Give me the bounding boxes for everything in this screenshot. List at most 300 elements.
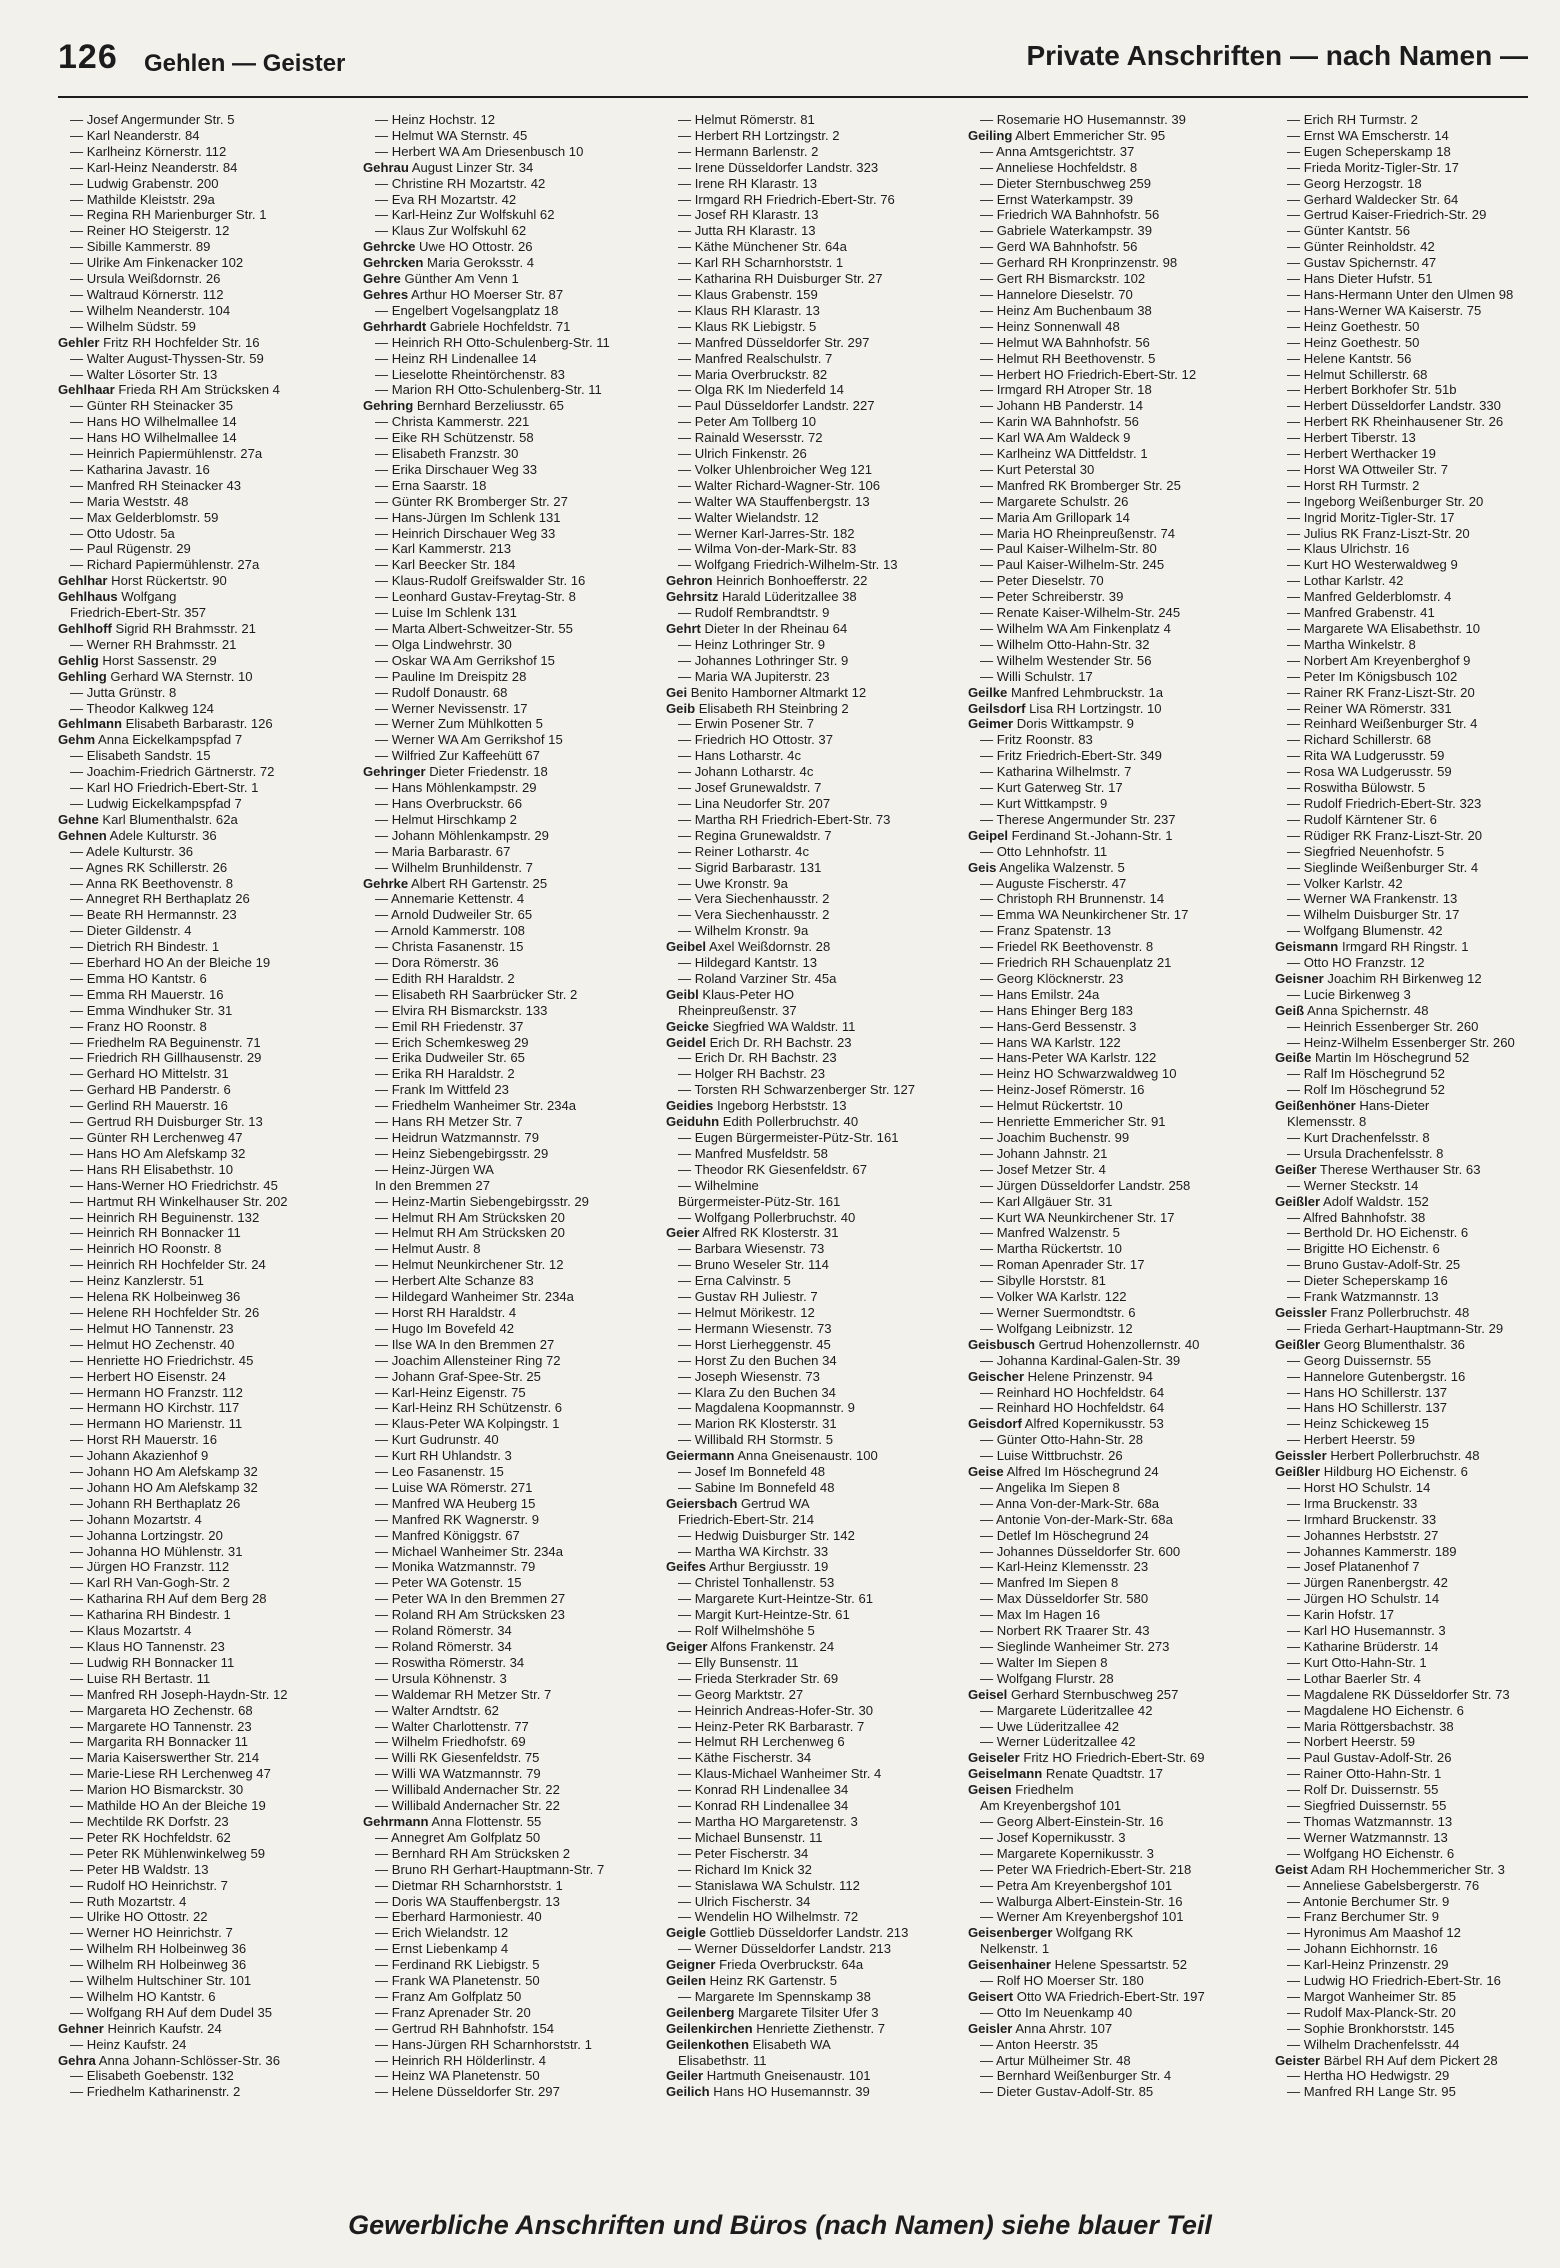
surname: Geifes xyxy=(666,1559,707,1575)
directory-entry xyxy=(1275,1416,1560,1432)
directory-entry xyxy=(363,255,653,271)
directory-entry xyxy=(363,1400,653,1416)
entry-text: — Luise RH Bertastr. 11 xyxy=(70,1670,211,1686)
directory-entry xyxy=(363,1098,653,1114)
entry-text: — Olga Lindwehrstr. 30 xyxy=(375,636,512,652)
directory-entry xyxy=(666,764,958,780)
directory-entry xyxy=(1275,605,1560,621)
directory-entry xyxy=(58,1687,350,1703)
directory-entry xyxy=(363,1305,653,1321)
entry-text: — Stanislawa WA Schulstr. 112 xyxy=(678,1877,860,1893)
entry-text: — Volker Karlstr. 42 xyxy=(1287,875,1403,891)
entry-text: — Eugen Bürgermeister-Pütz-Str. 161 xyxy=(678,1130,899,1145)
directory-entry xyxy=(363,1734,653,1750)
directory-entry xyxy=(363,398,653,414)
entry-text: — Friedrich WA Bahnhofstr. 56 xyxy=(980,207,1160,223)
directory-entry xyxy=(58,621,350,637)
directory-entry xyxy=(58,1989,350,2005)
directory-entry xyxy=(363,271,653,287)
surname: Geisdorf xyxy=(968,1416,1022,1432)
directory-entry xyxy=(666,1814,958,1830)
entry-text: — Manfred Walzenstr. 5 xyxy=(980,1225,1120,1241)
entry-text: — Katharina Wilhelmstr. 7 xyxy=(980,764,1132,780)
entry-text: — Helmut RH Beethovenstr. 5 xyxy=(980,350,1156,366)
entry-text: — Max Im Hagen 16 xyxy=(980,1607,1101,1623)
entry-text: — Werner HO Heinrichstr. 7 xyxy=(70,1925,233,1941)
directory-entry xyxy=(666,1989,958,2005)
directory-entry xyxy=(58,1162,350,1178)
entry-text: — Elvira RH Bismarckstr. 133 xyxy=(375,1002,548,1018)
entry-text: — Werner Zum Mühlkotten 5 xyxy=(375,716,543,732)
surname: Geib xyxy=(666,700,696,716)
directory-entry xyxy=(363,1544,653,1560)
directory-entry xyxy=(968,462,1266,478)
surname: Geiselmann xyxy=(968,1766,1043,1782)
entry-text: — Agnes RK Schillerstr. 26 xyxy=(70,859,228,875)
entry-text: — Horst RH Turmstr. 2 xyxy=(1287,477,1420,493)
entry-text: — Helmut Schillerstr. 68 xyxy=(1287,366,1428,382)
directory-entry xyxy=(666,573,958,589)
entry-text: — Peter HB Waldstr. 13 xyxy=(70,1861,209,1877)
entry-text: — Karl-Heinz Klemensstr. 23 xyxy=(980,1559,1149,1575)
entry-text: — Heinz Goethestr. 50 xyxy=(1287,318,1420,334)
directory-entry xyxy=(666,1719,958,1735)
directory-entry xyxy=(363,1814,653,1830)
directory-entry xyxy=(58,748,350,764)
entry-text: — Lothar Karlstr. 42 xyxy=(1287,573,1404,589)
directory-entry xyxy=(58,1480,350,1496)
directory-entry xyxy=(968,907,1266,923)
entry-text: — Peter Am Tollberg 10 xyxy=(678,414,817,430)
directory-entry xyxy=(968,2053,1266,2069)
directory-entry xyxy=(968,1241,1266,1257)
entry-text: — Maria Weststr. 48 xyxy=(70,493,189,509)
surname: Geiler xyxy=(666,2068,704,2084)
entry-text: — Josef RH Klarastr. 13 xyxy=(678,207,819,223)
entry-text: — Werner Am Kreyenbergshof 101 xyxy=(980,1909,1184,1925)
entry-text: — Horst Zu den Buchen 34 xyxy=(678,1352,837,1368)
surname: Geister xyxy=(1275,2052,1321,2068)
directory-entry xyxy=(363,414,653,430)
entry-text: — Karlheinz Körnerstr. 112 xyxy=(70,143,227,159)
entry-text: — Hans Dieter Hufstr. 51 xyxy=(1287,271,1433,287)
directory-entry xyxy=(1275,1178,1560,1194)
directory-entry xyxy=(1275,1035,1560,1051)
entry-text: — Wilhelm HO Kantstr. 6 xyxy=(70,1988,216,2004)
directory-entry xyxy=(1275,780,1560,796)
directory-entry xyxy=(58,2068,350,2084)
entry-text: Adolf Waldstr. 152 xyxy=(1320,1193,1429,1209)
directory-entry xyxy=(1275,1734,1560,1750)
entry-text: — Klaus Zur Wolfskuhl 62 xyxy=(375,223,527,239)
directory-entry xyxy=(968,1973,1266,1989)
directory-entry xyxy=(363,573,653,589)
directory-entry xyxy=(58,987,350,1003)
entry-text: — Werner Suermondtstr. 6 xyxy=(980,1304,1136,1320)
directory-entry xyxy=(968,2037,1266,2053)
entry-text: — Margarete Schulstr. 26 xyxy=(980,493,1129,509)
surname: Geißler xyxy=(1275,1193,1321,1209)
directory-entry xyxy=(1275,287,1560,303)
directory-entry xyxy=(58,1385,350,1401)
entry-text: — Elly Bunsenstr. 11 xyxy=(678,1654,799,1670)
surname: Geicke xyxy=(666,1018,709,1034)
directory-entry xyxy=(968,1273,1266,1289)
entry-text: Renate Quadtstr. 17 xyxy=(1042,1766,1164,1782)
directory-entry xyxy=(58,1909,350,1925)
entry-text: Franz Pollerbruchstr. 48 xyxy=(1326,1304,1470,1320)
directory-entry xyxy=(968,1544,1266,1560)
entry-text: — Wilhelm Drachenfelsstr. 44 xyxy=(1287,2036,1460,2052)
entry-text: Anna Johann-Schlösser-Str. 36 xyxy=(95,2052,280,2068)
directory-entry xyxy=(58,1464,350,1480)
entry-text: — Norbert Heerstr. 59 xyxy=(1287,1734,1416,1750)
entry-text: — Otto Udostr. 5a xyxy=(70,525,175,541)
entry-text: — Johannes Lothringer Str. 9 xyxy=(678,652,849,668)
surname: Geißer xyxy=(1275,1161,1317,1177)
directory-entry xyxy=(968,971,1266,987)
entry-text: Heinz RK Gartenstr. 5 xyxy=(706,1973,838,1989)
entry-text: Gabriele Hochfeldstr. 71 xyxy=(426,318,571,334)
directory-entry xyxy=(58,255,350,271)
directory-entry xyxy=(58,351,350,367)
directory-entry xyxy=(666,939,958,955)
entry-text: — Hans Emilstr. 24a xyxy=(980,986,1100,1002)
entry-text: — Hans HO Wilhelmallee 14 xyxy=(70,430,237,446)
directory-entry xyxy=(666,2053,958,2069)
directory-entry xyxy=(968,1162,1266,1178)
directory-entry xyxy=(968,1305,1266,1321)
directory-entry xyxy=(666,1862,958,1878)
entry-text: Fritz HO Friedrich-Ebert-Str. 69 xyxy=(1019,1750,1205,1766)
directory-entry xyxy=(1275,939,1560,955)
entry-text: — Wilhelm Neanderstr. 104 xyxy=(70,302,231,318)
entry-text: Axel Weißdornstr. 28 xyxy=(706,939,831,955)
entry-text: — Kurt Gudrunstr. 40 xyxy=(375,1432,499,1448)
entry-text: — Johanna HO Mühlenstr. 31 xyxy=(70,1543,243,1559)
entry-text: — Katharina RH Auf dem Berg 28 xyxy=(70,1591,267,1607)
directory-entry xyxy=(666,176,958,192)
entry-text: — Karl RH Scharnhorststr. 1 xyxy=(678,255,844,271)
entry-text: — Günter Otto-Hahn-Str. 28 xyxy=(980,1432,1144,1448)
surname: Gehrau xyxy=(363,159,409,175)
directory-entry xyxy=(363,287,653,303)
entry-text: — Rainer Otto-Hahn-Str. 1 xyxy=(1287,1766,1442,1782)
entry-text: — Petra Am Kreyenbergshof 101 xyxy=(980,1877,1173,1893)
entry-text: — Frieda Moritz-Tigler-Str. 17 xyxy=(1287,159,1459,175)
entry-text: — Walburga Albert-Einstein-Str. 16 xyxy=(980,1893,1183,1909)
entry-text: — Hermann HO Franzstr. 112 xyxy=(70,1384,243,1400)
directory-entry xyxy=(968,701,1266,717)
directory-entry xyxy=(968,605,1266,621)
surname: Geisenberger xyxy=(968,1925,1053,1941)
directory-entry xyxy=(1275,1369,1560,1385)
entry-text: — Margarete Lüderitzallee 42 xyxy=(980,1702,1153,1718)
directory-entry xyxy=(363,828,653,844)
entry-text: — Heinz-Jürgen WA xyxy=(375,1161,494,1177)
directory-entry xyxy=(58,557,350,573)
entry-text: — Heinz-Wilhelm Essenberger Str. 260 xyxy=(1287,1034,1515,1050)
entry-text: — Theodor RK Giesenfeldstr. 67 xyxy=(678,1161,867,1177)
entry-text: — Helene RH Hochfelder Str. 26 xyxy=(70,1304,260,1320)
entry-text: — Doris WA Stauffenbergstr. 13 xyxy=(375,1893,560,1909)
entry-text: — Johann RH Berthaplatz 26 xyxy=(70,1495,241,1511)
entry-text: — Ralf Im Höschegrund 52 xyxy=(1287,1066,1445,1082)
entry-text: — Horst RH Mauerstr. 16 xyxy=(70,1432,217,1448)
directory-entry xyxy=(968,876,1266,892)
directory-entry xyxy=(58,812,350,828)
entry-text: — Rudolf HO Heinrichstr. 7 xyxy=(70,1877,228,1893)
directory-entry xyxy=(1275,685,1560,701)
directory-entry xyxy=(58,160,350,176)
entry-text: — Ulrich Fischerstr. 34 xyxy=(678,1893,811,1909)
directory-entry xyxy=(666,1146,958,1162)
entry-text: — Heinrich RH Otto-Schulenberg-Str. 11 xyxy=(375,334,610,350)
directory-entry xyxy=(363,1385,653,1401)
directory-entry xyxy=(968,351,1266,367)
directory-entry xyxy=(1275,1432,1560,1448)
entry-text: — Horst WA Ottweiler Str. 7 xyxy=(1287,461,1449,477)
entry-text: — Manfred Realschulstr. 7 xyxy=(678,350,833,366)
entry-text: — Sieglinde Weißenburger Str. 4 xyxy=(1287,859,1479,875)
directory-entry xyxy=(968,1146,1266,1162)
entry-text: — Peter Im Königsbusch 102 xyxy=(1287,668,1458,684)
directory-entry xyxy=(666,1337,958,1353)
entry-text: — Michael Bunsenstr. 11 xyxy=(678,1829,823,1845)
directory-entry xyxy=(58,462,350,478)
entry-text: — Friedel RK Beethovenstr. 8 xyxy=(980,939,1154,955)
directory-entry xyxy=(968,239,1266,255)
entry-text: — Hans HO Schillerstr. 137 xyxy=(1287,1400,1448,1416)
directory-entry xyxy=(666,1353,958,1369)
entry-text: — Helmut WA Bahnhofstr. 56 xyxy=(980,334,1150,350)
directory-entry xyxy=(666,1050,958,1066)
entry-text: — Hertha HO Hedwigstr. 29 xyxy=(1287,2068,1450,2084)
directory-entry xyxy=(666,716,958,732)
directory-entry xyxy=(968,860,1266,876)
directory-entry xyxy=(363,1878,653,1894)
directory-entry xyxy=(968,1448,1266,1464)
surname: Geise xyxy=(968,1464,1004,1480)
entry-text: — Walter Im Siepen 8 xyxy=(980,1654,1108,1670)
directory-entry xyxy=(363,1369,653,1385)
entry-text: — Karl RH Van-Gogh-Str. 2 xyxy=(70,1575,230,1591)
directory-entry xyxy=(363,1114,653,1130)
directory-entry xyxy=(1275,1846,1560,1862)
entry-text: — Hyronimus Am Maashof 12 xyxy=(1287,1925,1461,1941)
entry-text: — Karl Kammerstr. 213 xyxy=(375,541,512,557)
directory-entry xyxy=(666,987,958,1003)
directory-entry xyxy=(968,1671,1266,1687)
directory-column-3 xyxy=(666,112,958,2172)
entry-text: — Ludwig HO Friedrich-Ebert-Str. 16 xyxy=(1287,1973,1501,1989)
directory-entry xyxy=(363,1289,653,1305)
entry-text: — Ursula Drachenfelsstr. 8 xyxy=(1287,1145,1444,1161)
entry-text: — Roland Römerstr. 34 xyxy=(375,1623,512,1639)
entry-text: — Erika Dirschauer Weg 33 xyxy=(375,461,538,477)
directory-entry xyxy=(968,1909,1266,1925)
directory-entry xyxy=(363,1750,653,1766)
entry-text: Alfred RK Klosterstr. 31 xyxy=(699,1225,839,1241)
entry-text: — Ingrid Moritz-Tigler-Str. 17 xyxy=(1287,509,1455,525)
directory-entry xyxy=(666,748,958,764)
entry-text: — Hans-Jürgen Im Schlenk 131 xyxy=(375,509,561,525)
directory-entry xyxy=(1275,1050,1560,1066)
entry-text: — Henriette HO Friedrichstr. 45 xyxy=(70,1352,254,1368)
entry-text: — Wilhelm Westender Str. 56 xyxy=(980,652,1152,668)
entry-text: — Peter Dieselstr. 70 xyxy=(980,573,1104,589)
entry-text: — Horst RH Haraldstr. 4 xyxy=(375,1304,517,1320)
entry-text: — Josef Kopernikusstr. 3 xyxy=(980,1829,1126,1845)
entry-text: — Adele Kulturstr. 36 xyxy=(70,843,194,859)
directory-entry xyxy=(968,987,1266,1003)
entry-text: — Joseph Wiesenstr. 73 xyxy=(678,1368,820,1384)
surname: Gei xyxy=(666,684,688,700)
entry-text: — Johann HO Am Alefskamp 32 xyxy=(70,1479,258,1495)
directory-entry xyxy=(363,1687,653,1703)
entry-text: — Heinz-Peter RK Barbarastr. 7 xyxy=(678,1718,865,1734)
directory-entry xyxy=(1275,1194,1560,1210)
directory-entry xyxy=(58,510,350,526)
directory-entry xyxy=(363,1575,653,1591)
entry-text: — Max Düsseldorfer Str. 580 xyxy=(980,1591,1149,1607)
directory-entry xyxy=(968,319,1266,335)
entry-text: — Werner Steckstr. 14 xyxy=(1287,1177,1419,1193)
directory-entry xyxy=(1275,1400,1560,1416)
surname: Geisenhainer xyxy=(968,1957,1051,1973)
directory-entry xyxy=(666,1194,958,1210)
surname: Gehrke xyxy=(363,875,409,891)
entry-text: — Reinhard HO Hochfeldstr. 64 xyxy=(980,1384,1165,1400)
entry-text: — Kurt Drachenfelsstr. 8 xyxy=(1287,1130,1430,1145)
surname: Geigner xyxy=(666,1957,716,1973)
directory-entry xyxy=(1275,1973,1560,1989)
directory-entry xyxy=(968,1098,1266,1114)
entry-text: — Emma Windhuker Str. 31 xyxy=(70,1002,233,1018)
entry-text: — Ludwig Eickelkampspfad 7 xyxy=(70,795,242,811)
directory-entry xyxy=(1275,430,1560,446)
entry-text: — Elisabeth Sandstr. 15 xyxy=(70,748,211,764)
directory-entry xyxy=(1275,1480,1560,1496)
directory-entry xyxy=(666,478,958,494)
directory-entry xyxy=(58,1814,350,1830)
entry-text: Gerhard Sternbuschweg 257 xyxy=(1007,1686,1179,1702)
directory-entry xyxy=(363,2037,653,2053)
entry-text: Anna Spichernstr. 48 xyxy=(1304,1002,1429,1018)
directory-entry xyxy=(58,382,350,398)
directory-entry xyxy=(666,1957,958,1973)
entry-text: — Hans Möhlenkampstr. 29 xyxy=(375,780,537,796)
entry-text: — Georg Klöcknerstr. 23 xyxy=(980,970,1124,986)
entry-text: — Therese Angermunder Str. 237 xyxy=(980,811,1176,827)
directory-entry xyxy=(968,128,1266,144)
directory-entry xyxy=(363,351,653,367)
entry-text: — Peter RK Mühlenwinkelweg 59 xyxy=(70,1845,266,1861)
entry-text: — Willi WA Watzmannstr. 79 xyxy=(375,1766,541,1782)
entry-text: — Klara Zu den Buchen 34 xyxy=(678,1384,836,1400)
entry-text: — Manfred RK Bromberger Str. 25 xyxy=(980,477,1181,493)
directory-entry xyxy=(363,1178,653,1194)
entry-text: Anna Flottenstr. 55 xyxy=(428,1813,542,1829)
entry-text: — Johann Jahnstr. 21 xyxy=(980,1145,1108,1161)
entry-text: — Reiner WA Römerstr. 331 xyxy=(1287,700,1452,716)
directory-entry xyxy=(1275,764,1560,780)
directory-entry xyxy=(968,510,1266,526)
entry-text: — Dora Römerstr. 36 xyxy=(375,955,499,971)
entry-text: — Ulrike HO Ottostr. 22 xyxy=(70,1909,208,1925)
directory-entry xyxy=(968,1369,1266,1385)
directory-entry xyxy=(58,414,350,430)
entry-text: — Klaus Mozartstr. 4 xyxy=(70,1623,192,1639)
directory-entry xyxy=(968,160,1266,176)
directory-column-1 xyxy=(58,112,350,2172)
entry-text: — Jürgen HO Schulstr. 14 xyxy=(1287,1591,1440,1607)
directory-entry xyxy=(363,1846,653,1862)
directory-entry xyxy=(363,1591,653,1607)
directory-entry xyxy=(58,939,350,955)
entry-text: — Mechtilde RK Dorfstr. 23 xyxy=(70,1813,229,1829)
entry-text: — Hannelore Gutenbergstr. 16 xyxy=(1287,1368,1466,1384)
directory-entry xyxy=(1275,1750,1560,1766)
entry-text: — Katharina RH Bindestr. 1 xyxy=(70,1607,231,1623)
entry-text: — Walter Arndtstr. 62 xyxy=(375,1702,499,1718)
directory-entry xyxy=(666,446,958,462)
directory-entry xyxy=(1275,1066,1560,1082)
entry-text: — Heinz Am Buchenbaum 38 xyxy=(980,302,1152,318)
directory-entry xyxy=(1275,1098,1560,1114)
entry-text: — Gertrud Kaiser-Friedrich-Str. 29 xyxy=(1287,207,1487,223)
directory-entry xyxy=(968,1957,1266,1973)
directory-entry xyxy=(58,1973,350,1989)
entry-text: — Georg Albert-Einstein-Str. 16 xyxy=(980,1813,1164,1829)
directory-entry xyxy=(58,1146,350,1162)
directory-entry xyxy=(968,1878,1266,1894)
surname: Gehlmann xyxy=(58,716,123,732)
directory-entry xyxy=(666,303,958,319)
directory-entry xyxy=(968,1321,1266,1337)
directory-entry xyxy=(968,923,1266,939)
directory-entry xyxy=(1275,1687,1560,1703)
surname: Gehrmann xyxy=(363,1813,429,1829)
directory-entry xyxy=(1275,1591,1560,1607)
entry-text: Manfred Lehmbruckstr. 1a xyxy=(1007,684,1164,700)
entry-text: — Hans-Jürgen RH Scharnhorststr. 1 xyxy=(375,2036,592,2052)
entry-text: Gertrud WA xyxy=(737,1495,810,1511)
directory-entry xyxy=(968,1432,1266,1448)
entry-text: — Günter Kantstr. 56 xyxy=(1287,223,1410,239)
directory-entry xyxy=(666,1305,958,1321)
entry-text: — Erich RH Turmstr. 2 xyxy=(1287,112,1418,127)
entry-text: — Walter August-Thyssen-Str. 59 xyxy=(70,350,264,366)
entry-text: — Karl-Heinz Eigenstr. 75 xyxy=(375,1384,526,1400)
surname: Gehrsitz xyxy=(666,589,719,605)
directory-entry xyxy=(968,557,1266,573)
entry-text: — Erich Schemkesweg 29 xyxy=(375,1034,529,1050)
directory-entry xyxy=(363,653,653,669)
entry-text: — Helmut Hirschkamp 2 xyxy=(375,811,517,827)
directory-entry xyxy=(666,812,958,828)
entry-text: — Johann Möhlenkampstr. 29 xyxy=(375,827,549,843)
entry-text: — Walter Wielandstr. 12 xyxy=(678,509,819,525)
directory-entry xyxy=(58,1353,350,1369)
entry-text: — Jutta Grünstr. 8 xyxy=(70,684,177,700)
directory-entry xyxy=(363,1512,653,1528)
directory-entry xyxy=(968,637,1266,653)
surname: Gehrhardt xyxy=(363,318,427,334)
entry-text: Hans HO Husemannstr. 39 xyxy=(709,2084,870,2100)
directory-entry xyxy=(58,1050,350,1066)
entry-text: — Sibylle Horststr. 81 xyxy=(980,1273,1106,1289)
